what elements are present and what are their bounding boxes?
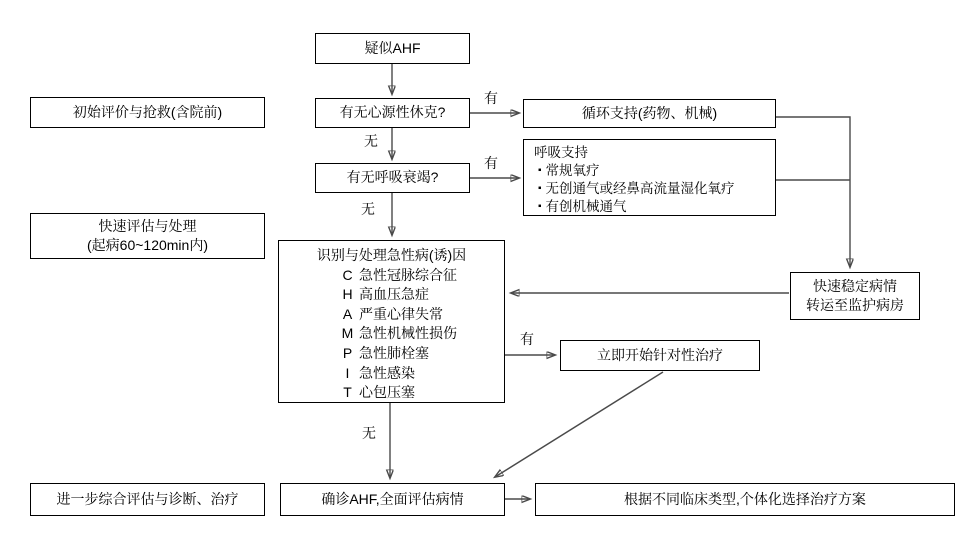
- cause-text: 急性机械性损伤: [359, 325, 457, 342]
- respiratory-support-item-label: 无创通气或经鼻高流量湿化氧疗: [545, 180, 735, 196]
- branch-label-no-resp: 无: [361, 201, 375, 217]
- respiratory-support-item: [538, 198, 627, 216]
- cause-text: 严重心律失常: [359, 305, 443, 322]
- cause-text: 心包压塞: [359, 384, 415, 401]
- rapid-assessment-line1: 快速评估与处理: [98, 218, 197, 235]
- stabilize-line1: 快速稳定病情: [813, 278, 897, 295]
- bullet-icon: ▪: [538, 182, 542, 194]
- cause-row: [339, 344, 429, 364]
- box-respiratory-support: [523, 139, 776, 216]
- cause-letter: T: [343, 384, 352, 401]
- box-further-evaluation: 进一步综合评估与诊断、治疗: [30, 483, 265, 516]
- cause-letter: H: [342, 286, 353, 303]
- cause-letter: I: [345, 364, 350, 381]
- box-suspected-ahf: 疑似AHF: [315, 33, 470, 64]
- cause-text: 急性冠脉综合征: [359, 266, 457, 283]
- cause-row: [339, 305, 443, 325]
- box-confirm-ahf: 确诊AHF,全面评估病情: [280, 483, 505, 516]
- cause-row: [339, 364, 415, 384]
- box-stabilize: [790, 272, 920, 320]
- rapid-assessment-line2: (起病60~120min内): [87, 237, 208, 253]
- respiratory-support-item: [538, 180, 735, 198]
- identify-causes-title: 识别与处理急性病(诱)因: [316, 247, 467, 263]
- cause-letter: A: [342, 305, 353, 322]
- branch-label-yes-shock: 有: [484, 90, 498, 106]
- branch-label-yes-resp: 有: [484, 155, 498, 171]
- respiratory-support-item-label: 有创机械通气: [545, 198, 627, 214]
- respiratory-support-title: 呼吸支持: [534, 145, 588, 160]
- cause-text: 急性肺栓塞: [359, 344, 429, 361]
- cause-text: 急性感染: [359, 364, 415, 381]
- cause-letter: M: [341, 325, 354, 342]
- bullet-icon: ▪: [538, 164, 542, 176]
- bullet-icon: ▪: [538, 200, 542, 212]
- box-rapid-assessment: [30, 213, 265, 259]
- stabilize-line2: 转运至监护病房: [806, 297, 904, 313]
- branch-label-no-cause: 无: [362, 425, 376, 441]
- cause-row: [339, 383, 415, 403]
- branch-label-no-shock: 无: [364, 133, 378, 149]
- respiratory-support-item: [538, 162, 600, 180]
- cause-text: 高血压急症: [359, 286, 429, 303]
- respiratory-support-item-label: 常规氧疗: [545, 162, 600, 178]
- branch-label-yes-cause: 有: [520, 331, 534, 347]
- cause-row: [339, 324, 457, 344]
- cause-letter: C: [342, 266, 353, 283]
- box-respiratory-failure-question: 有无呼吸衰竭?: [315, 163, 470, 193]
- cause-row: [339, 266, 457, 286]
- box-cardiogenic-shock-question: 有无心源性休克?: [315, 98, 470, 128]
- box-treatment-plan: 根据不同临床类型,个体化选择治疗方案: [535, 483, 955, 516]
- box-initial-evaluation: 初始评价与抢救(含院前): [30, 97, 265, 128]
- box-identify-causes: [278, 240, 505, 403]
- box-circulatory-support: 循环支持(药物、机械): [523, 99, 776, 128]
- box-targeted-treatment: 立即开始针对性治疗: [560, 340, 760, 371]
- cause-row: [339, 285, 429, 305]
- cause-letter: P: [342, 344, 353, 361]
